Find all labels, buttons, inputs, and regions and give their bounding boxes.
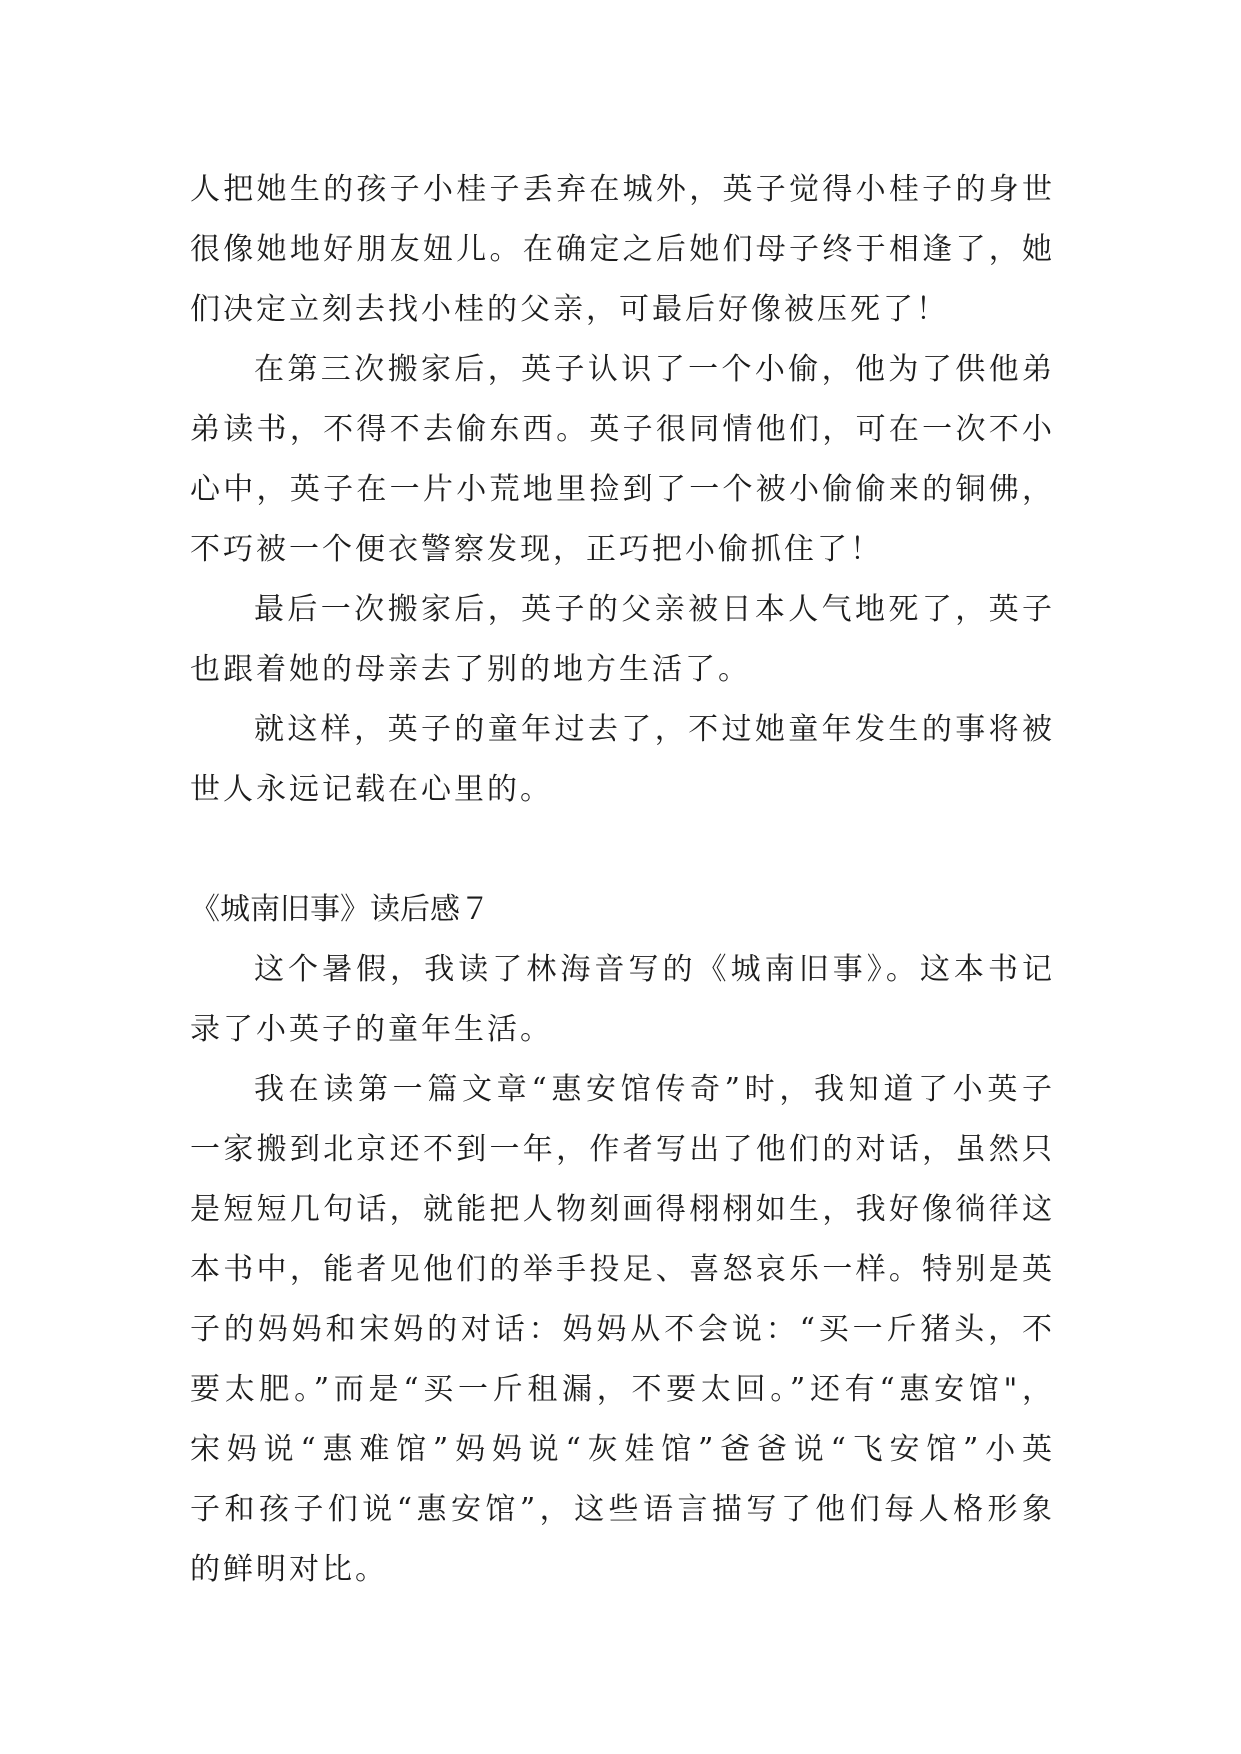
text-line: 子的妈妈和宋妈的对话：妈妈从不会说：“买一斤猪头，不 [190,1312,1055,1347]
text-line: 子和孩子们说“惠安馆”，这些语言描写了他们每人格形象 [190,1492,1055,1527]
text-line: 不巧被一个便衣警察发现，正巧把小偷抓住了！ [190,532,883,567]
text-line: 也跟着她的母亲去了别的地方生活了。 [190,652,751,687]
section-heading: 《城南旧事》读后感７ [190,892,490,927]
text-line: 录了小英子的童年生活。 [190,1012,553,1047]
text-line: 宋妈说“惠难馆”妈妈说“灰娃馆”爸爸说“飞安馆”小英 [190,1432,1055,1467]
text-line: 就这样，英子的童年过去了，不过她童年发生的事将被 [254,712,1055,747]
text-line: 的鲜明对比。 [190,1552,388,1587]
text-line: 我在读第一篇文章“惠安馆传奇”时，我知道了小英子 [254,1072,1055,1107]
text-line: 们决定立刻去找小桂的父亲，可最后好像被压死了！ [190,292,949,327]
text-line: 弟读书，不得不去偷东西。英子很同情他们，可在一次不小 [190,412,1055,447]
text-line: 这个暑假，我读了林海音写的《城南旧事》。这本书记 [254,952,1055,987]
text-line: 要太肥。”而是“买一斤租漏，不要太回。”还有“惠安馆"， [190,1372,1055,1407]
text-line: 心中，英子在一片小荒地里捡到了一个被小偷偷来的铜佛， [190,472,1055,507]
text-line: 最后一次搬家后，英子的父亲被日本人气地死了，英子 [254,592,1055,627]
text-line: 在第三次搬家后，英子认识了一个小偷，他为了供他弟 [254,352,1055,387]
text-line: 一家搬到北京还不到一年，作者写出了他们的对话，虽然只 [190,1132,1055,1167]
text-line: 世人永远记载在心里的。 [190,772,553,807]
section-gap [190,820,1055,880]
text-line: 是短短几句话，就能把人物刻画得栩栩如生，我好像徜徉这 [190,1192,1055,1227]
text-line: 本书中，能者见他们的举手投足、喜怒哀乐一样。特别是英 [190,1252,1055,1287]
text-line: 人把她生的孩子小桂子丢弃在城外，英子觉得小桂子的身世 [190,172,1055,207]
text-line: 很像她地好朋友妞儿。在确定之后她们母子终于相逢了，她 [190,232,1055,267]
document-body [190,160,1055,1600]
